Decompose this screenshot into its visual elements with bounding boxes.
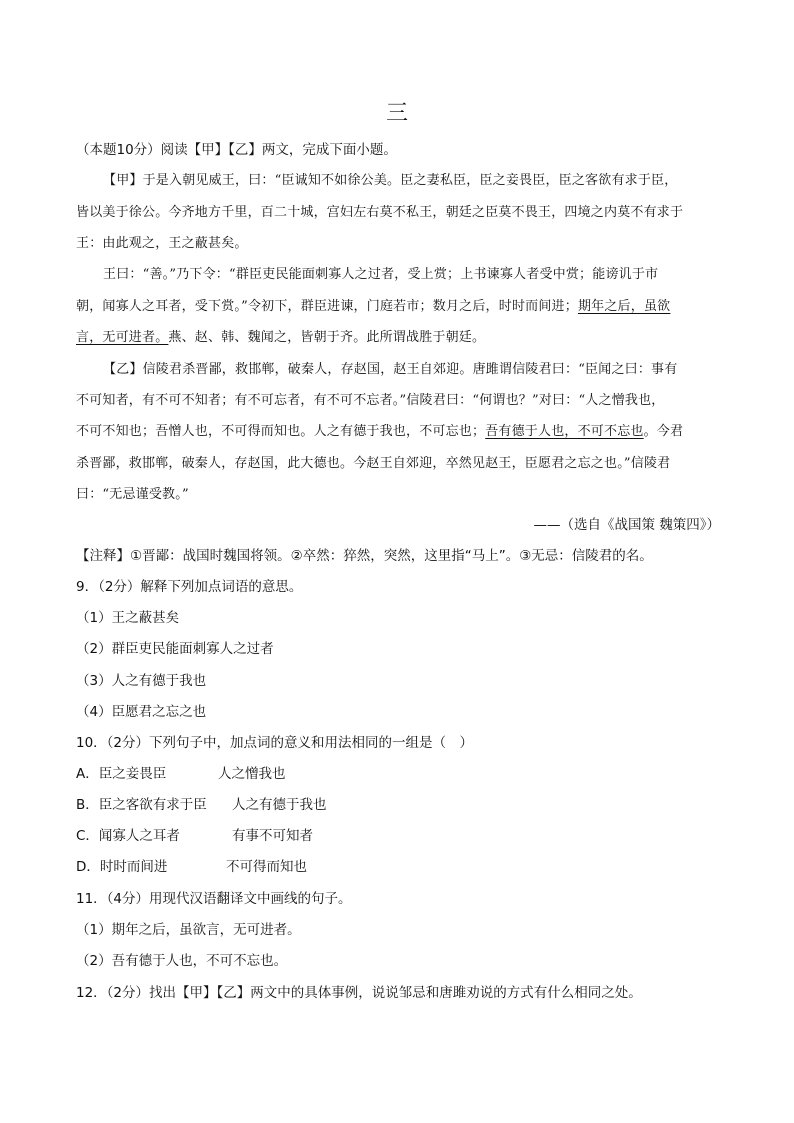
passage-text: 朝，闻寡人之耳者，受下赏。”令初下，群臣进谏，门庭若市；数月之后，时时而间进； bbox=[76, 299, 578, 314]
question-9-item: （2）群臣吏民能面刺寡人之过者 bbox=[76, 641, 274, 657]
question-12-stem: 12．（2分）找出【甲】【乙】两文中的具体事例，说说邹忌和唐雎劝说的方式有什么相同之处。 bbox=[76, 985, 642, 1001]
source-citation: ——（选自《战国策 魏策四》） bbox=[533, 517, 720, 533]
underlined-sentence: 言，无可进者。 bbox=[76, 330, 169, 345]
question-10-stem: 10．（2分）下列句子中，加点词的意义和用法相同的一组是（ ） bbox=[76, 735, 474, 751]
question-9-item: （4）臣愿君之忘之也 bbox=[76, 704, 207, 720]
underlined-sentence: 吾有德于人也，不可不忘也 bbox=[485, 424, 644, 439]
option-d-left: D．时时而间进 bbox=[76, 859, 168, 875]
annotation-note: 【注释】①晋鄙：战国时魏国将领。②卒然：猝然，突然，这里指“马上”。③无忌：信陵君的名。 bbox=[76, 548, 653, 564]
passage-jia-line: 王曰：“善。”乃下令：“群臣吏民能面刺寡人之过者，受上赏；上书谏寡人者受中赏；能谤讥于市 bbox=[103, 267, 659, 282]
question-9-stem: 9．（2分）解释下列加点词语的意思。 bbox=[76, 579, 303, 595]
passage-yi-line bbox=[76, 422, 728, 442]
question-11-item: （1）期年之后，虽欲言，无可进者。 bbox=[76, 922, 301, 938]
option-c-right: 有事不可知者 bbox=[232, 828, 313, 844]
passage-yi-line: 杀晋鄙，救邯郸，破秦人，存赵国，此大德也。今赵王自郊迎，卒然见赵王，臣愿君之忘之也。”信陵君 bbox=[76, 456, 671, 471]
passage-yi-line: 不可知者，有不可不知者；有不可忘者，有不可不忘者。”信陵君曰：“何谓也？”对曰：“人之憎我也， bbox=[76, 393, 665, 408]
passage-text: 。今君 bbox=[643, 424, 684, 439]
option-b-right: 人之有德于我也 bbox=[232, 797, 327, 813]
option-c-left: C．闻寡人之耳者 bbox=[76, 828, 180, 844]
question-9-item: （1）王之蔽甚矣 bbox=[76, 610, 180, 626]
option-a-right: 人之憎我也 bbox=[218, 766, 286, 782]
passage-jia-line bbox=[76, 297, 728, 317]
passage-yi-line: 曰：“无忌谨受教。” bbox=[76, 487, 189, 502]
passage-jia-line: 【甲】于是入朝见威王，曰：“臣诚知不如徐公美。臣之妻私臣，臣之妾畏臣，臣之客欲有求于臣， bbox=[103, 173, 678, 188]
passage-jia-line: 皆以美于徐公。今齐地方千里，百二十城，宫妇左右莫不私王，朝廷之臣莫不畏王，四境之内莫不有求于 bbox=[76, 205, 684, 220]
question-9-item: （3）人之有德于我也 bbox=[76, 673, 207, 689]
passage-jia-line bbox=[76, 328, 728, 348]
question-intro: （本题10分）阅读【甲】【乙】两文，完成下面小题。 bbox=[76, 142, 397, 158]
question-11-item: （2）吾有德于人也，不可不忘也。 bbox=[76, 953, 288, 969]
option-d-right: 不可得而知也 bbox=[226, 859, 307, 875]
passage-text: 燕、赵、韩、魏闻之，皆朝于齐。此所谓战胜于朝廷。 bbox=[168, 330, 486, 345]
passage-jia-line: 王：由此观之，王之蔽甚矣。 bbox=[76, 236, 248, 251]
question-11-stem: 11．（4分）用现代汉语翻译文中画线的句子。 bbox=[76, 891, 352, 907]
underlined-sentence: 期年之后，虽欲 bbox=[577, 299, 671, 314]
passage-text: 不可不知也；吾憎人也，不可得而知也。人之有德于我也，不可忘也； bbox=[76, 424, 486, 439]
section-title: 三 bbox=[385, 101, 408, 126]
option-b-left: B．臣之客欲有求于臣 bbox=[76, 797, 207, 813]
passage-yi-line: 【乙】信陵君杀晋鄙，救邯郸，破秦人，存赵国，赵王自郊迎。唐雎谓信陵君曰：“臣闻之曰：事有 bbox=[103, 362, 678, 377]
option-a-left: A．臣之妾畏臣 bbox=[76, 766, 167, 782]
